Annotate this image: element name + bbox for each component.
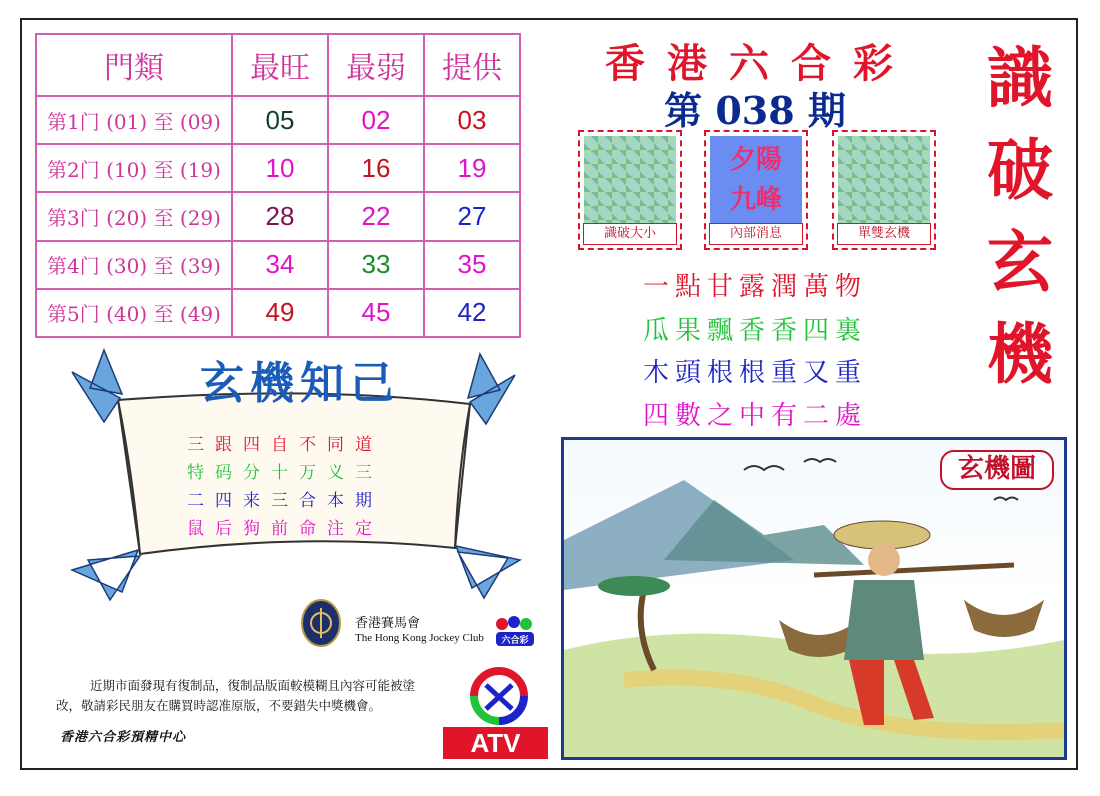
- bird-icon: [468, 354, 515, 424]
- table-row: [36, 241, 520, 289]
- atv-logo-icon: [470, 667, 528, 727]
- header-category: 門類: [36, 34, 232, 96]
- cell-provided: 42: [424, 289, 520, 337]
- big-title-char: 玄: [987, 223, 1053, 301]
- insider-line-2: 九峰: [729, 185, 782, 215]
- scroll-verse: 特码分十万义三: [187, 463, 383, 483]
- big-title-char: 識: [987, 39, 1053, 117]
- scroll-verse: 二四来三合本期: [187, 491, 383, 511]
- mark-six-label: 六合彩: [501, 636, 529, 646]
- poem-line: 木頭根根重又重: [642, 358, 867, 388]
- poem-line: 瓜果飄香香四裏: [642, 316, 867, 346]
- cell-provided: 27: [424, 192, 520, 240]
- poem-line: 一點甘露潤萬物: [642, 272, 867, 302]
- cell-weakest: 45: [328, 289, 424, 337]
- row-label: 第3门 (20) 至 (29): [36, 192, 232, 240]
- row-label: 第4门 (30) 至 (39): [36, 241, 232, 289]
- head-shape: [868, 544, 900, 576]
- notice-text: 近期市面發現有復制品，復制品版面較模糊且內容可能被塗改，敬請彩民朋友在購買時認准原版，不要錯失中獎機會。: [56, 678, 416, 713]
- cell-provided: 19: [424, 144, 520, 192]
- footer-signature: 香港六合彩預精中心: [60, 730, 187, 745]
- mosaic-image: [584, 136, 676, 224]
- table-header-row: [36, 34, 520, 96]
- header-weakest: 最弱: [328, 34, 424, 96]
- illustration-badge: 玄機圖: [940, 450, 1054, 490]
- scroll-verse: 三跟四自不同道: [187, 435, 383, 455]
- cell-weakest: 33: [328, 241, 424, 289]
- row-label: 第5门 (40) 至 (49): [36, 289, 232, 337]
- table-row: [36, 96, 520, 144]
- tile-odd-even: [832, 130, 936, 250]
- tile-caption: 識破大小: [583, 223, 677, 245]
- cell-provided: 03: [424, 96, 520, 144]
- cell-hottest: 34: [232, 241, 328, 289]
- lottery-title: 香港六合彩: [605, 40, 915, 87]
- cell-hottest: 05: [232, 96, 328, 144]
- big-title-char: 機: [987, 315, 1053, 393]
- tile-size: [578, 130, 682, 250]
- insider-image: [710, 136, 802, 224]
- bird-icon: [744, 466, 784, 470]
- tile-caption: 單雙玄機: [837, 223, 931, 245]
- row-label: 第2门 (10) 至 (19): [36, 144, 232, 192]
- scroll-title: 玄機知己: [200, 358, 400, 409]
- tile-caption: 內部消息: [709, 223, 803, 245]
- carrying-pole: [814, 565, 1014, 575]
- cell-hottest: 28: [232, 192, 328, 240]
- bird-icon: [804, 459, 836, 462]
- cell-provided: 35: [424, 241, 520, 289]
- scroll-verse: 鼠后狗前命注定: [187, 519, 383, 539]
- jockey-club-name: 香港賽馬會: [355, 616, 421, 631]
- poem-line: 四數之中有二處: [642, 401, 867, 431]
- riddle-illustration: [561, 437, 1067, 760]
- cell-weakest: 22: [328, 192, 424, 240]
- header-provided: 提供: [424, 34, 520, 96]
- cell-hottest: 10: [232, 144, 328, 192]
- cell-weakest: 02: [328, 96, 424, 144]
- cell-hottest: 49: [232, 289, 328, 337]
- big-title-char: 破: [987, 131, 1053, 209]
- tile-insider: [704, 130, 808, 250]
- bird-icon: [72, 550, 140, 600]
- header-hottest: 最旺: [232, 34, 328, 96]
- table-row: [36, 192, 520, 240]
- jockey-club-logo-icon: [300, 598, 342, 648]
- bird-icon: [456, 546, 520, 598]
- jockey-club-name-en: The Hong Kong Jockey Club: [355, 632, 484, 644]
- row-label: 第1门 (01) 至 (09): [36, 96, 232, 144]
- issue-number: 第 038 期: [664, 88, 846, 133]
- bird-icon: [72, 350, 122, 422]
- mosaic-image: [838, 136, 930, 224]
- tree-foliage: [598, 576, 670, 596]
- cell-weakest: 16: [328, 144, 424, 192]
- atv-label: ATV: [443, 727, 548, 759]
- table-row: [36, 144, 520, 192]
- door-table: [35, 33, 521, 338]
- big-title: [970, 32, 1070, 400]
- basket-right: [964, 600, 1044, 637]
- bird-icon: [994, 498, 1018, 501]
- table-row: [36, 289, 520, 337]
- insider-line-1: 夕陽: [729, 145, 782, 175]
- body-shape: [844, 580, 924, 660]
